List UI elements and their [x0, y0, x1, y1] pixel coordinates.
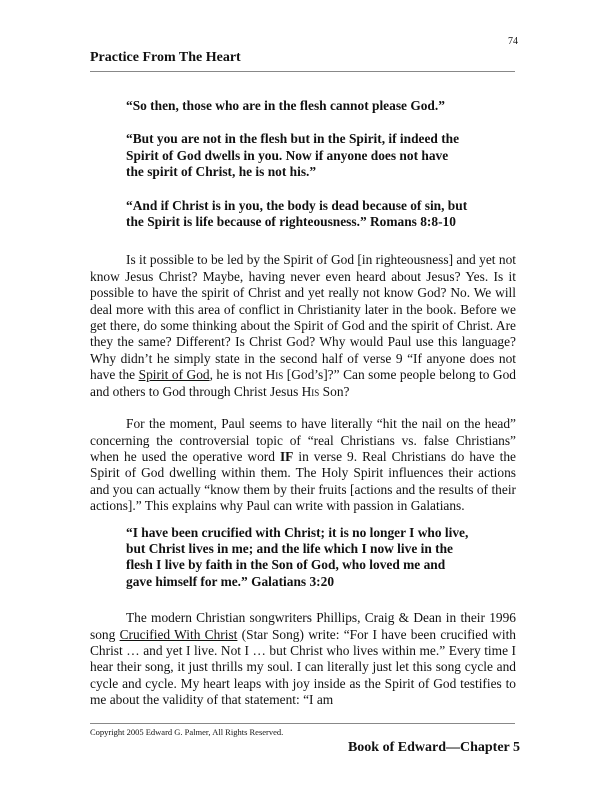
- paragraph-text: Is it possible to be led by the Spirit of God [in righteousness] and yet not know Jesus Christ? Maybe, having never even heard about Jesus? Yes. Is it possible to have the spirit of Christ and yet really not know God? No. We will deal more with this area of conflict in Christianity later in the book. Before we get there, do some thinking about the Spirit of God and the spirit of Christ. Are they the same? Different? Is Christ God? Why would Paul use this language? Why didn’t he simply state in the second half of verse 9 “If anyone does not have the: [90, 252, 516, 383]
- paragraph-text: The modern Christian songwriters Phillips, Craig & Dean in their 1996 song: [90, 610, 516, 642]
- copyright-notice: Copyright 2005 Edward G. Palmer, All Rights Reserved.: [90, 727, 284, 737]
- quote-line: gave himself for me.” Galatians 3:20: [126, 573, 335, 589]
- quote-line: but Christ lives in me; and the life which I now live in the: [126, 540, 453, 556]
- paragraph-text: For the moment, Paul seems to have literally “hit the nail on the head” concerning the controversial topic of “real Christians vs. false Christians” when he used the operative word: [90, 416, 516, 464]
- underlined-phrase: Spirit of God: [138, 367, 210, 383]
- scripture-quote: [126, 98, 516, 114]
- paragraph-text: (Star Song) write: “For I have been crucified with Christ … and yet I live. Not I … but Christ who lives within me.” Every time I hear their song, it just thrills my soul. I can literally just let this song cycle and cycle and cycle. My heart leaps with joy inside as the Spirit of God testifies to me about the validity of that statement: “I am: [90, 626, 516, 708]
- scripture-quote: [126, 131, 516, 180]
- paragraph-text: , he is not: [209, 367, 266, 383]
- quote-line: “And if Christ is in you, the body is dead because of sin, but: [126, 197, 468, 213]
- quote-line: “But you are not in the flesh but in the Spirit, if indeed the: [126, 131, 460, 147]
- paragraph-text: Son?: [319, 383, 350, 399]
- chapter-label: Book of Edward—Chapter 5: [347, 740, 520, 755]
- running-title: Practice From The Heart: [90, 50, 241, 65]
- header-rule: [90, 71, 515, 72]
- footer-rule: [90, 723, 515, 724]
- small-caps-word: His: [301, 383, 320, 399]
- quote-line: “I have been crucified with Christ; it is no longer I who live,: [126, 524, 469, 540]
- scripture-quote: [126, 525, 516, 591]
- body-paragraph: [90, 416, 516, 514]
- page-number: 74: [508, 36, 518, 47]
- small-caps-word: His: [265, 367, 284, 383]
- quote-line: the spirit of Christ, he is not his.”: [126, 164, 317, 180]
- quote-line: Spirit of God dwells in you. Now if anyone does not have: [126, 147, 449, 163]
- quote-line: the Spirit is life because of righteousness.” Romans 8:8-10: [126, 214, 456, 230]
- quote-line: “So then, those who are in the flesh cannot please God.”: [126, 98, 445, 113]
- scripture-quote: [126, 198, 516, 231]
- paragraph-text: [God’s]?” Can some people belong to God and others to God through Christ Jesus: [90, 367, 516, 399]
- page-body: [90, 98, 516, 725]
- body-paragraph: [90, 252, 516, 400]
- song-title: Crucified With Christ: [119, 626, 238, 642]
- quote-line: flesh I live by faith in the Son of God, who loved me and: [126, 557, 446, 573]
- body-paragraph: [90, 610, 516, 708]
- paragraph-text: in verse 9. Real Christians do have the Spirit of God dwelling within them. The Holy Spirit influences their actions and you can actually “know them by their fruits [actions and the results of their actions].” This explains why Paul can write with passion in Galatians.: [90, 448, 516, 514]
- bold-word: IF: [279, 448, 294, 464]
